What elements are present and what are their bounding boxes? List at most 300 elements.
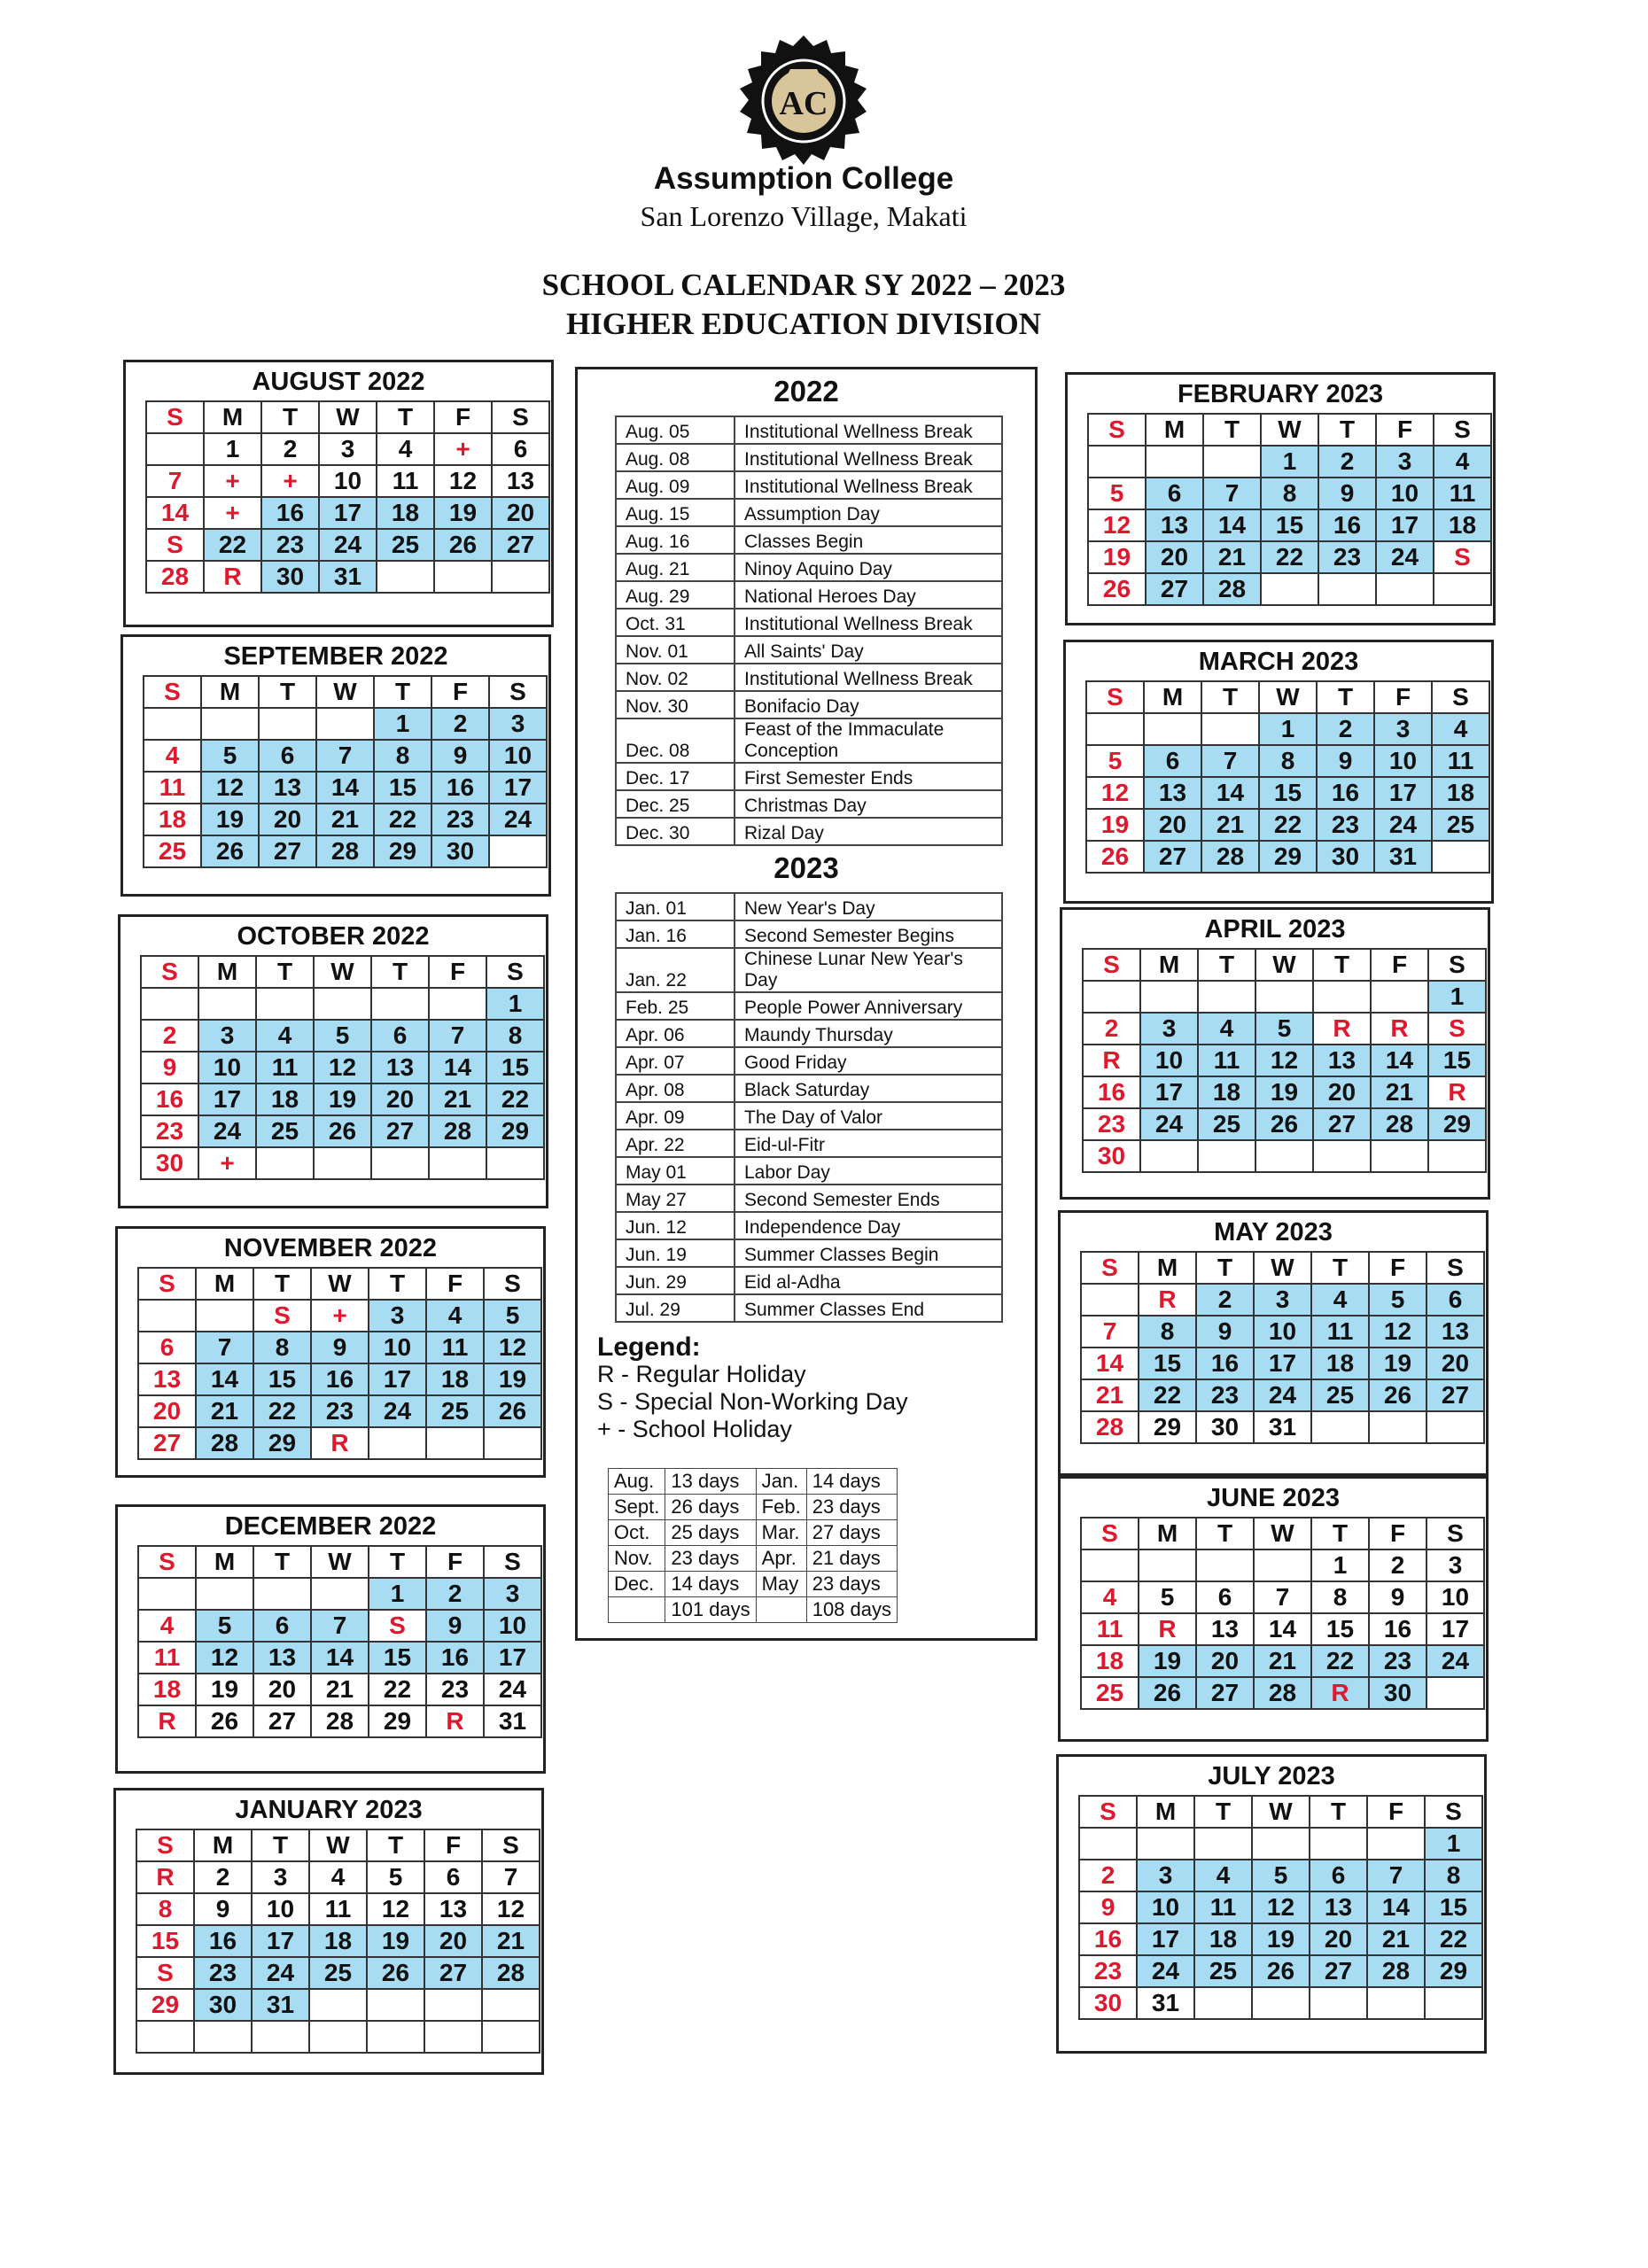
day-cell: 6 [138, 1332, 196, 1363]
day-cell: 1 [1261, 446, 1318, 478]
day-cell [434, 561, 492, 593]
day-cell: 13 [371, 1052, 429, 1084]
day-cell: 4 [1434, 446, 1491, 478]
weekday-header: M [1139, 1252, 1196, 1284]
month-label: Oct. [609, 1520, 665, 1546]
month-grid [137, 1545, 542, 1738]
year-heading-2023: 2023 [773, 851, 839, 884]
day-cell: 2 [194, 1861, 252, 1893]
week-row [138, 1300, 541, 1332]
week-row [1081, 1613, 1484, 1645]
day-cell: 2 [1369, 1550, 1426, 1581]
week-row [144, 804, 547, 835]
event-row [616, 1184, 1002, 1212]
day-cell: 4 [1432, 713, 1489, 745]
event-date: Jun. 19 [616, 1239, 735, 1267]
day-cell: 20 [253, 1674, 311, 1705]
day-cell: 25 [1194, 1955, 1252, 1987]
day-cell: 5 [1369, 1284, 1426, 1316]
week-row [144, 772, 547, 804]
day-cell: R [138, 1705, 196, 1737]
day-cell: 15 [1311, 1613, 1369, 1645]
day-cell: 30 [1369, 1677, 1426, 1709]
day-cell: 1 [374, 708, 431, 740]
day-cell: 4 [377, 433, 434, 465]
event-row [616, 1130, 1002, 1157]
day-cell: 30 [431, 835, 489, 867]
day-cell: 7 [1254, 1581, 1311, 1613]
day-cell: 31 [1137, 1987, 1194, 2019]
day-cell: 31 [252, 1989, 309, 2021]
day-cell: 18 [426, 1363, 484, 1395]
day-cell [482, 2021, 540, 2053]
weekday-header: T [261, 401, 319, 433]
day-cell: 10 [1254, 1316, 1311, 1348]
day-cell: 12 [482, 1893, 540, 1925]
week-row [1086, 841, 1489, 873]
day-cell [1083, 981, 1140, 1013]
day-cell: 30 [1317, 841, 1374, 873]
weekday-header: S [1434, 414, 1491, 446]
day-cell [253, 1578, 311, 1610]
day-cell: 4 [144, 740, 201, 772]
day-cell [1081, 1550, 1139, 1581]
weekday-header: T [1311, 1518, 1369, 1550]
event-name: Independence Day [735, 1212, 1002, 1239]
day-cell: 20 [492, 497, 549, 529]
month-calendar [120, 634, 551, 897]
day-cell: 3 [1140, 1013, 1198, 1045]
day-cell: 10 [252, 1893, 309, 1925]
event-date: Aug. 16 [616, 526, 735, 554]
day-cell [482, 1989, 540, 2021]
day-cell: + [434, 433, 492, 465]
event-date: Nov. 01 [616, 636, 735, 664]
day-cell: 8 [374, 740, 431, 772]
day-cell: 22 [1261, 541, 1318, 573]
event-date: Dec. 17 [616, 763, 735, 790]
event-name: National Heroes Day [735, 581, 1002, 609]
day-cell [1255, 1140, 1313, 1172]
day-cell: 28 [196, 1427, 253, 1459]
day-cell [1432, 841, 1489, 873]
day-cell: 11 [1432, 745, 1489, 777]
day-cell: 19 [1139, 1645, 1196, 1677]
day-cell: 21 [1201, 809, 1259, 841]
event-row [616, 1294, 1002, 1322]
weekday-header: T [1198, 949, 1255, 981]
day-cell: 6 [253, 1610, 311, 1642]
week-row [144, 835, 547, 867]
weekday-header: T [1196, 1518, 1254, 1550]
events-table-2023 [615, 892, 1003, 1323]
event-row [616, 1047, 1002, 1075]
day-cell: 5 [201, 740, 259, 772]
weekday-header: W [316, 676, 374, 708]
week-row [138, 1674, 541, 1705]
day-cell [424, 1989, 482, 2021]
day-cell: 1 [369, 1578, 426, 1610]
month-title: JULY 2023 [1208, 1762, 1335, 1790]
event-date: Aug. 09 [616, 471, 735, 499]
week-row [1086, 809, 1489, 841]
day-cell: 16 [194, 1925, 252, 1957]
day-cell: R [426, 1705, 484, 1737]
day-cell: 4 [1198, 1013, 1255, 1045]
days-count: 14 days [665, 1572, 756, 1597]
day-cell: 31 [1254, 1411, 1311, 1443]
day-cell: 18 [1432, 777, 1489, 809]
week-row [136, 1989, 540, 2021]
day-cell: 26 [201, 835, 259, 867]
month-title: APRIL 2023 [1204, 915, 1346, 944]
event-name: Second Semester Ends [735, 1184, 1002, 1212]
weekday-header: T [1310, 1796, 1367, 1828]
day-cell: 22 [204, 529, 261, 561]
day-cell: 19 [1255, 1076, 1313, 1108]
day-cell: R [1083, 1045, 1140, 1076]
week-row [138, 1705, 541, 1737]
month-calendar [1063, 640, 1494, 904]
day-cell: R [136, 1861, 194, 1893]
institution-name: Assumption College [653, 161, 954, 196]
weekday-header: S [146, 401, 204, 433]
day-cell: 8 [1259, 745, 1317, 777]
month-grid [1078, 1795, 1483, 2020]
weekday-header: S [138, 1268, 196, 1300]
weekday-header: S [144, 676, 201, 708]
day-cell: 1 [486, 988, 544, 1020]
day-cell [1313, 981, 1371, 1013]
day-cell: 6 [424, 1861, 482, 1893]
day-cell: + [198, 1147, 256, 1179]
month-calendar [118, 914, 548, 1208]
day-cell: 26 [1088, 573, 1146, 605]
event-row [616, 499, 1002, 526]
weekday-header: S [1081, 1252, 1139, 1284]
month-title: MAY 2023 [1214, 1218, 1333, 1247]
week-row [1079, 1891, 1482, 1923]
day-cell [309, 1989, 367, 2021]
week-row [1081, 1677, 1484, 1709]
week-row [1081, 1316, 1484, 1348]
day-cell: 18 [1434, 509, 1491, 541]
month-label: Aug. [609, 1469, 665, 1495]
week-row [1088, 541, 1491, 573]
day-cell [377, 561, 434, 593]
day-cell [138, 1578, 196, 1610]
week-row [1083, 1140, 1486, 1172]
day-cell: 18 [1198, 1076, 1255, 1108]
day-cell: 15 [136, 1925, 194, 1957]
month-title: AUGUST 2022 [252, 368, 425, 396]
day-cell: 16 [1318, 509, 1376, 541]
day-cell: 31 [1374, 841, 1432, 873]
day-cell: 19 [484, 1363, 541, 1395]
day-cell: 22 [1259, 809, 1317, 841]
event-date: Aug. 21 [616, 554, 735, 581]
day-cell: 27 [1196, 1677, 1254, 1709]
day-cell: 6 [492, 433, 549, 465]
day-cell: 10 [1137, 1891, 1194, 1923]
day-cell [1139, 1550, 1196, 1581]
day-cell: 21 [1081, 1379, 1139, 1411]
day-cell: 27 [1144, 841, 1201, 873]
weekday-header: F [434, 401, 492, 433]
weekday-header-row [138, 1268, 541, 1300]
day-cell [1137, 1828, 1194, 1860]
weekday-header-row [1081, 1518, 1484, 1550]
weekday-header: S [1081, 1518, 1139, 1550]
day-cell: 11 [144, 772, 201, 804]
event-row [616, 1102, 1002, 1130]
day-cell: 12 [434, 465, 492, 497]
day-cell [1428, 1140, 1486, 1172]
weekday-header-row [1083, 949, 1486, 981]
day-cell: 18 [1311, 1348, 1369, 1379]
day-cell: 24 [369, 1395, 426, 1427]
day-cell: 19 [434, 497, 492, 529]
day-cell [196, 1300, 253, 1332]
event-name: Labor Day [735, 1157, 1002, 1184]
day-cell: 21 [1254, 1645, 1311, 1677]
day-cell: 16 [1196, 1348, 1254, 1379]
event-date: Dec. 25 [616, 790, 735, 818]
day-cell: 20 [1313, 1076, 1371, 1108]
week-row [1083, 981, 1486, 1013]
day-cell: 10 [484, 1610, 541, 1642]
day-cell: + [204, 465, 261, 497]
week-row [1081, 1284, 1484, 1316]
day-cell: 10 [369, 1332, 426, 1363]
day-cell [1198, 1140, 1255, 1172]
day-cell: 16 [1079, 1923, 1137, 1955]
day-cell [201, 708, 259, 740]
day-cell: 3 [1137, 1860, 1194, 1891]
weekday-header: T [374, 676, 431, 708]
weekday-header: T [1318, 414, 1376, 446]
day-cell: 13 [1313, 1045, 1371, 1076]
day-cell: 3 [1426, 1550, 1484, 1581]
day-cell: 21 [1367, 1923, 1425, 1955]
day-cell: 22 [374, 804, 431, 835]
day-cell: 7 [1081, 1316, 1139, 1348]
month-title: JANUARY 2023 [235, 1796, 423, 1824]
week-row [144, 708, 547, 740]
week-row [1081, 1645, 1484, 1677]
day-cell: 19 [196, 1674, 253, 1705]
day-cell: 30 [194, 1989, 252, 2021]
day-cell: 12 [367, 1893, 424, 1925]
day-cell: 5 [314, 1020, 371, 1052]
weekday-header: T [1317, 681, 1374, 713]
day-cell: 8 [486, 1020, 544, 1052]
week-row [136, 1893, 540, 1925]
day-cell [1254, 1550, 1311, 1581]
day-cell: R [1313, 1013, 1371, 1045]
legend-item-school-holiday: + - School Holiday [597, 1416, 792, 1442]
day-cell: 29 [1425, 1955, 1482, 1987]
day-cell: 11 [256, 1052, 314, 1084]
event-row [616, 526, 1002, 554]
day-cell: 19 [314, 1084, 371, 1115]
day-cell [486, 1147, 544, 1179]
event-name: Classes Begin [735, 526, 1002, 554]
day-cell: 19 [1088, 541, 1146, 573]
day-cell: 2 [261, 433, 319, 465]
week-row [138, 1395, 541, 1427]
day-cell: 13 [1144, 777, 1201, 809]
month-label [756, 1597, 806, 1623]
event-row [616, 664, 1002, 691]
day-cell: 17 [489, 772, 547, 804]
day-cell [1426, 1677, 1484, 1709]
day-cell: 21 [316, 804, 374, 835]
weekday-header-row [1086, 681, 1489, 713]
calendar-subtitle: HIGHER EDUCATION DIVISION [565, 307, 1042, 341]
day-cell: 11 [1194, 1891, 1252, 1923]
event-name: Second Semester Begins [735, 920, 1002, 948]
day-cell: 28 [1081, 1411, 1139, 1443]
weekday-header: S [1088, 414, 1146, 446]
day-cell [309, 2021, 367, 2053]
day-cell: 13 [492, 465, 549, 497]
day-cell: 28 [316, 835, 374, 867]
day-cell: 14 [1371, 1045, 1428, 1076]
event-row [616, 444, 1002, 471]
week-row [141, 1115, 544, 1147]
day-cell: 18 [256, 1084, 314, 1115]
day-cell: 20 [138, 1395, 196, 1427]
day-cell: 24 [1374, 809, 1432, 841]
weekday-header: W [1252, 1796, 1310, 1828]
weekday-header: M [204, 401, 261, 433]
weekday-header: M [196, 1546, 253, 1578]
day-cell [1079, 1828, 1137, 1860]
day-cell: 2 [141, 1020, 198, 1052]
day-cell [1371, 981, 1428, 1013]
day-cell: 7 [482, 1861, 540, 1893]
day-cell [1367, 1828, 1425, 1860]
day-cell: 10 [1140, 1045, 1198, 1076]
month-label: Feb. [756, 1495, 806, 1520]
event-name: Feast of the Immaculate Conception [735, 718, 1002, 763]
day-cell: 16 [1369, 1613, 1426, 1645]
day-cell: 13 [1146, 509, 1203, 541]
weekday-header-row [146, 401, 549, 433]
event-name: First Semester Ends [735, 763, 1002, 790]
day-cell: 16 [141, 1084, 198, 1115]
day-cell: 24 [1137, 1955, 1194, 1987]
day-cell [1146, 446, 1203, 478]
day-cell [1425, 1987, 1482, 2019]
day-cell: 7 [311, 1610, 369, 1642]
day-cell: 12 [201, 772, 259, 804]
svg-text:AC: AC [779, 85, 828, 122]
day-cell: 3 [198, 1020, 256, 1052]
month-label: Sept. [609, 1495, 665, 1520]
week-row [138, 1578, 541, 1610]
day-cell: 4 [1194, 1860, 1252, 1891]
day-cell: 18 [144, 804, 201, 835]
week-row [1086, 745, 1489, 777]
event-row [616, 948, 1002, 992]
day-cell: 24 [198, 1115, 256, 1147]
day-cell: 29 [374, 835, 431, 867]
event-name: Summer Classes Begin [735, 1239, 1002, 1267]
weekday-header: T [1313, 949, 1371, 981]
day-cell: 4 [426, 1300, 484, 1332]
day-cell: 3 [484, 1578, 541, 1610]
day-cell: 15 [1425, 1891, 1482, 1923]
event-row [616, 763, 1002, 790]
day-cell [1140, 1140, 1198, 1172]
day-cell: 25 [144, 835, 201, 867]
weekday-header-row [1088, 414, 1491, 446]
event-row [616, 609, 1002, 636]
day-cell: R [204, 561, 261, 593]
legend-title: Legend: [597, 1332, 701, 1362]
day-cell: 17 [1376, 509, 1434, 541]
weekday-header: W [1259, 681, 1317, 713]
day-cell: 7 [146, 465, 204, 497]
day-cell: 31 [484, 1705, 541, 1737]
day-cell: 23 [1079, 1955, 1137, 1987]
event-date: Aug. 08 [616, 444, 735, 471]
event-row [616, 1267, 1002, 1294]
days-count: 27 days [806, 1520, 897, 1546]
day-cell: 19 [201, 804, 259, 835]
day-cell [1252, 1828, 1310, 1860]
month-title: NOVEMBER 2022 [223, 1234, 438, 1262]
week-row [138, 1363, 541, 1395]
day-cell [429, 988, 486, 1020]
month-calendar [1056, 1754, 1487, 2054]
event-name: Chinese Lunar New Year's Day [735, 948, 1002, 992]
day-cell: 9 [1318, 478, 1376, 509]
day-cell: 17 [1254, 1348, 1311, 1379]
event-date: Jan. 22 [616, 948, 735, 992]
day-cell [1144, 713, 1201, 745]
weekday-header: S [486, 956, 544, 988]
event-date: Jul. 29 [616, 1294, 735, 1322]
weekday-header: F [1376, 414, 1434, 446]
week-row [1086, 713, 1489, 745]
event-row [616, 1157, 1002, 1184]
weekday-header-row [141, 956, 544, 988]
legend-item-regular-holiday: R - Regular Holiday [597, 1361, 806, 1387]
day-cell: 14 [146, 497, 204, 529]
day-cell: 13 [424, 1893, 482, 1925]
school-days-table [608, 1468, 898, 1623]
day-cell [1426, 1411, 1484, 1443]
day-cell: 9 [1369, 1581, 1426, 1613]
day-cell: 23 [1196, 1379, 1254, 1411]
day-cell: 15 [253, 1363, 311, 1395]
weekday-header: S [1086, 681, 1144, 713]
weekday-header: F [426, 1268, 484, 1300]
day-cell: 11 [138, 1642, 196, 1674]
day-cell [1313, 1140, 1371, 1172]
days-count: 13 days [665, 1469, 756, 1495]
event-row [616, 1239, 1002, 1267]
weekday-header: S [1428, 949, 1486, 981]
day-cell: 15 [374, 772, 431, 804]
day-cell: R [311, 1427, 369, 1459]
week-row [138, 1332, 541, 1363]
day-cell: 26 [367, 1957, 424, 1989]
event-name: Maundy Thursday [735, 1020, 1002, 1047]
